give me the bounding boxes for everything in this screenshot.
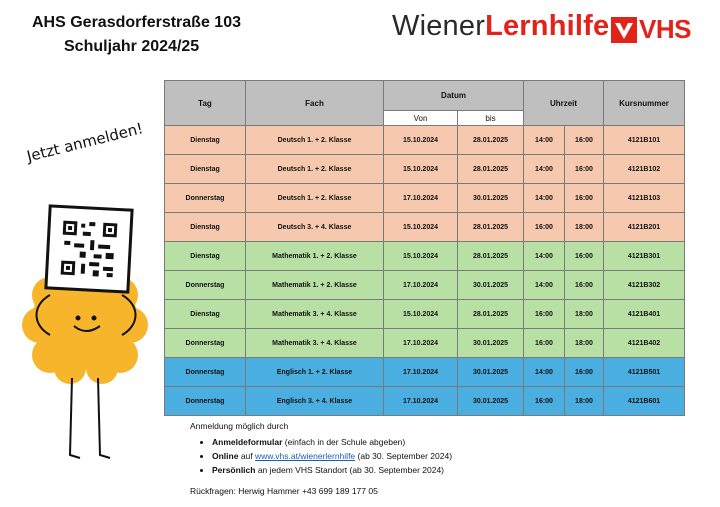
cell-kurs: 4121B501: [604, 358, 685, 387]
cell-von: 17.10.2024: [384, 387, 458, 416]
cell-ende: 18:00: [565, 387, 604, 416]
cell-fach: Deutsch 1. + 2. Klasse: [246, 155, 384, 184]
cell-von: 17.10.2024: [384, 329, 458, 358]
cell-von: 17.10.2024: [384, 184, 458, 213]
cell-kurs: 4121B601: [604, 387, 685, 416]
cell-ende: 18:00: [565, 300, 604, 329]
cell-kurs: 4121B402: [604, 329, 685, 358]
cell-kurs: 4121B102: [604, 155, 685, 184]
table-row: [165, 126, 685, 155]
table-row: [165, 358, 685, 387]
registration-options-list: [190, 437, 452, 475]
cell-ende: 16:00: [565, 155, 604, 184]
cell-kurs: 4121B302: [604, 271, 685, 300]
cell-von: 15.10.2024: [384, 126, 458, 155]
cell-von: 15.10.2024: [384, 300, 458, 329]
wiener-lernhilfe-logo: [392, 10, 609, 43]
cell-fach: Deutsch 1. + 2. Klasse: [246, 126, 384, 155]
cell-start: 16:00: [524, 387, 565, 416]
cell-bis: 30.01.2025: [458, 329, 524, 358]
cell-ende: 16:00: [565, 271, 604, 300]
registration-link[interactable]: www.vhs.at/wienerlernhilfe: [255, 451, 356, 461]
cell-fach: Englisch 1. + 2. Klasse: [246, 358, 384, 387]
cell-kurs: 4121B101: [604, 126, 685, 155]
cell-kurs: 4121B401: [604, 300, 685, 329]
table-row: [165, 271, 685, 300]
option-detail: (einfach in der Schule abgeben): [282, 437, 406, 447]
cell-kurs: 4121B301: [604, 242, 685, 271]
school-name: AHS Gerasdorferstraße 103: [32, 14, 241, 31]
cell-bis: 28.01.2025: [458, 155, 524, 184]
cell-tag: Dienstag: [165, 300, 246, 329]
qr-code-icon: [59, 219, 120, 280]
cell-kurs: 4121B201: [604, 213, 685, 242]
option-label: Online: [212, 451, 239, 461]
list-item: [212, 465, 452, 475]
cell-bis: 30.01.2025: [458, 184, 524, 213]
cell-bis: 28.01.2025: [458, 213, 524, 242]
header-datum: Datum: [384, 81, 524, 111]
cell-start: 14:00: [524, 184, 565, 213]
cell-tag: Donnerstag: [165, 329, 246, 358]
cell-start: 16:00: [524, 329, 565, 358]
cell-von: 15.10.2024: [384, 155, 458, 184]
logo-wiener: Wiener: [392, 10, 486, 42]
notes-intro: Anmeldung möglich durch: [190, 421, 289, 431]
cell-tag: Donnerstag: [165, 387, 246, 416]
cell-tag: Dienstag: [165, 126, 246, 155]
mascot-caption: Jetzt anmelden!: [25, 119, 145, 166]
cell-bis: 28.01.2025: [458, 126, 524, 155]
cell-bis: 28.01.2025: [458, 242, 524, 271]
cell-ende: 16:00: [565, 126, 604, 155]
cell-bis: 30.01.2025: [458, 358, 524, 387]
header-kursnummer: Kursnummer: [604, 81, 685, 126]
cell-tag: Donnerstag: [165, 358, 246, 387]
list-item: [212, 451, 452, 461]
cell-fach: Deutsch 1. + 2. Klasse: [246, 184, 384, 213]
cell-fach: Deutsch 3. + 4. Klasse: [246, 213, 384, 242]
table-row: [165, 300, 685, 329]
list-item: [212, 437, 452, 447]
cell-tag: Dienstag: [165, 242, 246, 271]
course-schedule-table: [164, 80, 685, 416]
cell-start: 14:00: [524, 155, 565, 184]
table-row: [165, 213, 685, 242]
cell-bis: 30.01.2025: [458, 387, 524, 416]
option-label: Anmeldeformular: [212, 437, 283, 447]
vhs-mark-icon: [611, 17, 637, 43]
cell-start: 14:00: [524, 242, 565, 271]
cell-tag: Dienstag: [165, 213, 246, 242]
mascot-illustration: [10, 200, 160, 500]
option-detail: (ab 30. September 2024): [355, 451, 453, 461]
header-fach: Fach: [246, 81, 384, 126]
registration-notes: [190, 421, 452, 479]
cell-tag: Dienstag: [165, 155, 246, 184]
cell-tag: Donnerstag: [165, 184, 246, 213]
cell-start: 16:00: [524, 300, 565, 329]
header-von: Von: [384, 111, 458, 126]
contact-info: Rückfragen: Herwig Hammer +43 699 189 177 05: [190, 486, 378, 496]
cell-fach: Mathematik 1. + 2. Klasse: [246, 242, 384, 271]
table-row: [165, 387, 685, 416]
header-uhrzeit: Uhrzeit: [524, 81, 604, 126]
school-year: Schuljahr 2024/25: [64, 38, 200, 55]
cell-fach: Mathematik 3. + 4. Klasse: [246, 300, 384, 329]
table-row: [165, 184, 685, 213]
option-detail: an jedem VHS Standort (ab 30. September 2024): [255, 465, 444, 475]
option-pre: auf: [238, 451, 255, 461]
cell-fach: Mathematik 3. + 4. Klasse: [246, 329, 384, 358]
cell-ende: 18:00: [565, 213, 604, 242]
cell-ende: 18:00: [565, 329, 604, 358]
cell-start: 14:00: [524, 358, 565, 387]
cell-von: 15.10.2024: [384, 213, 458, 242]
table-row: [165, 329, 685, 358]
cell-ende: 16:00: [565, 242, 604, 271]
cell-von: 17.10.2024: [384, 271, 458, 300]
cell-von: 17.10.2024: [384, 358, 458, 387]
cell-tag: Donnerstag: [165, 271, 246, 300]
cell-start: 16:00: [524, 213, 565, 242]
option-label: Persönlich: [212, 465, 256, 475]
vhs-text: VHS: [639, 14, 691, 44]
cell-ende: 16:00: [565, 184, 604, 213]
cell-von: 15.10.2024: [384, 242, 458, 271]
table-row: [165, 242, 685, 271]
cell-start: 14:00: [524, 271, 565, 300]
cell-fach: Englisch 3. + 4. Klasse: [246, 387, 384, 416]
header-bis: bis: [458, 111, 524, 126]
cell-start: 14:00: [524, 126, 565, 155]
cell-kurs: 4121B103: [604, 184, 685, 213]
logo-lernhilfe: Lernhilfe: [485, 10, 610, 42]
vhs-logo: [611, 14, 691, 45]
cell-ende: 16:00: [565, 358, 604, 387]
cell-fach: Mathematik 1. + 2. Klasse: [246, 271, 384, 300]
table-row: [165, 155, 685, 184]
header-tag: Tag: [165, 81, 246, 126]
cell-bis: 28.01.2025: [458, 300, 524, 329]
cell-bis: 30.01.2025: [458, 271, 524, 300]
